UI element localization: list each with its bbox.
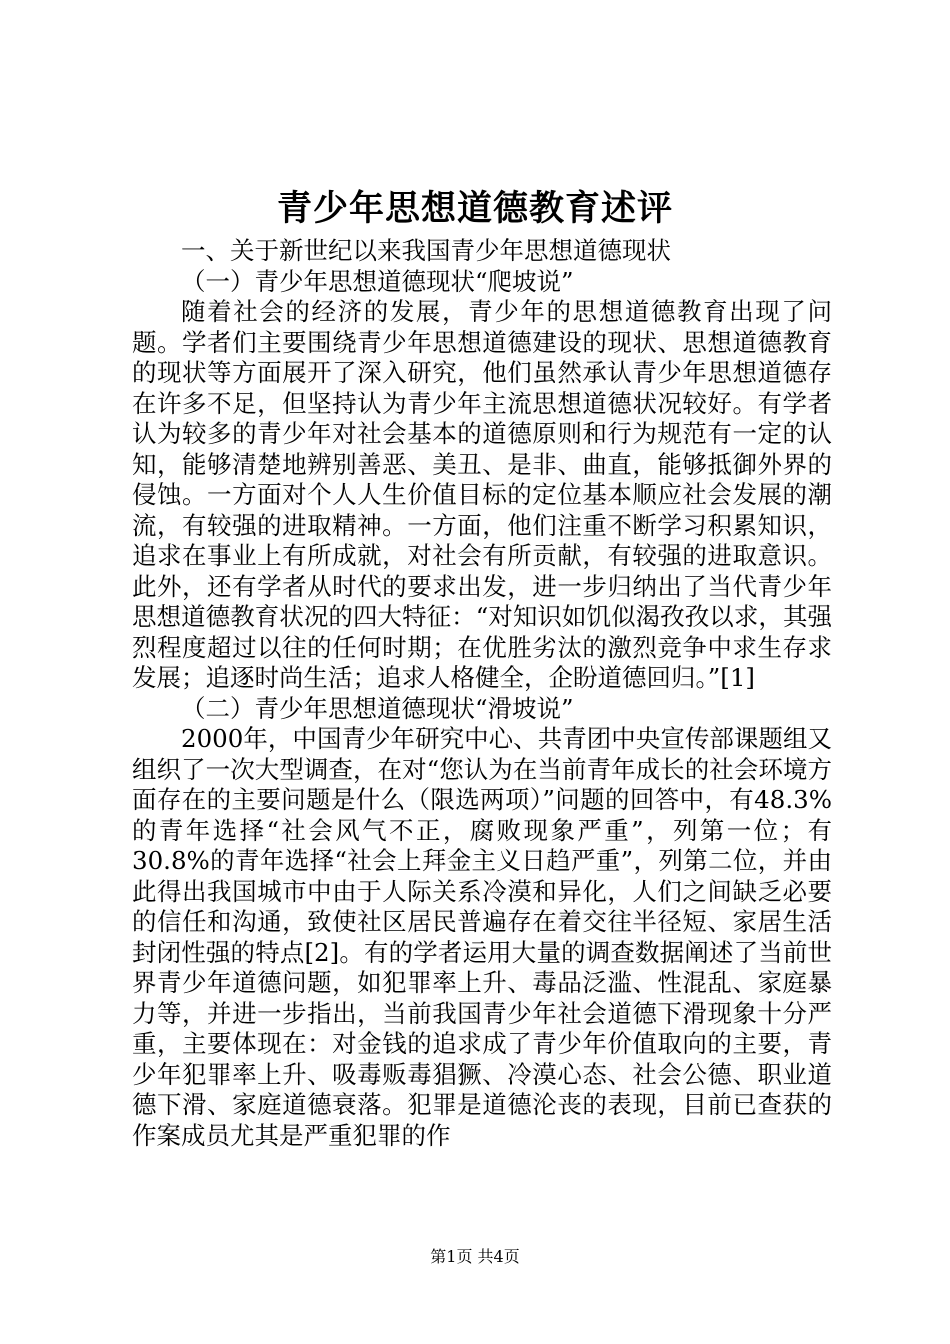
page-number-footer: 第1页 共4页: [430, 1247, 520, 1266]
subsection-heading: （一）青少年思想道德现状“爬坡说”: [181, 266, 574, 296]
document-body: [132, 236, 832, 1151]
document-title: 青少年思想道德教育述评: [276, 188, 673, 229]
section-heading: 一、关于新世纪以来我国青少年思想道德现状: [181, 236, 671, 265]
body-paragraph: 2000年，中国青少年研究中心、共青团中央宣传部课题组又组织了一次大型调查，在对“您认为在当前青年成长的社会环境方面存在的主要问题是什么（限选两项）”问题的回答中，有48.3%的青年选择“社会风气不正，腐败现象严重”，列第一位；有30.8%的青年选择“社会上拜金主义日趋严重”，列第二位，并由此得出我国城市中由于人际关系冷漠和异化，人们之间缺乏必要的信任和沟通，致使社区居民普遍存在着交往半径短、家居生活封闭性强的特点[2]。有的学者运用大量的调查数据阐述了当前世界青少年道德问题，如犯罪率上升、毒品泛滥、性混乱、家庭暴力等，并进一步指出，当前我国青少年社会道德下滑现象十分严重，主要体现在：对金钱的追求成了青少年价值取向的主要，青少年犯罪率上升、吸毒贩毒猖獗、冷漠心态、社会公德、职业道德下滑、家庭道德衰落。犯罪是道德沦丧的表现，目前已查获的作案成员尤其是严重犯罪的作: [132, 724, 832, 1150]
body-paragraph: 随着社会的经济的发展，青少年的思想道德教育出现了问题。学者们主要围绕青少年思想道德建设的现状、思想道德教育的现状等方面展开了深入研究，他们虽然承认青少年思想道德存在许多不足，但坚持认为青少年主流思想道德状况较好。有学者认为较多的青少年对社会基本的道德原则和行为规范有一定的认知，能够清楚地辨别善恶、美丑、是非、曲直，能够抵御外界的侵蚀。一方面对个人人生价值目标的定位基本顺应社会发展的潮流，有较强的进取精神。一方面，他们注重不断学习积累知识，追求在事业上有所成就，对社会有所贡献，有较强的进取意识。此外，还有学者从时代的要求出发，进一步归纳出了当代青少年思想道德教育状况的四大特征：“对知识如饥似渴孜孜以求，其强烈程度超过以往的任何时期；在优胜劣汰的激烈竞争中求生存求发展；追逐时尚生活；追求人格健全，企盼道德回归。”[1]: [132, 297, 832, 692]
subsection-heading: （二）青少年思想道德现状“滑坡说”: [181, 693, 574, 723]
